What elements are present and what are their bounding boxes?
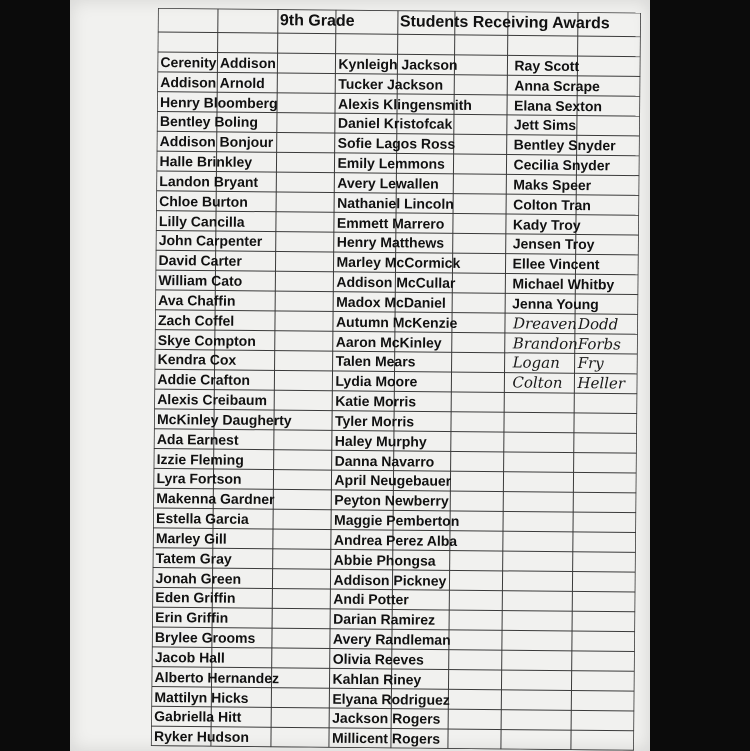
- student-name: Addison McCullar: [336, 273, 456, 291]
- student-name: Andi Potter: [333, 591, 409, 608]
- student-name: Zach Coffel: [157, 311, 235, 329]
- handwritten-last-name: Heller: [577, 374, 626, 393]
- student-name: Olivia Reeves: [332, 650, 424, 668]
- student-name: Jacob Hall: [154, 648, 225, 666]
- student-name: Ada Earnest: [156, 430, 239, 448]
- student-name: Jett Sims: [513, 116, 577, 134]
- student-name: Tyler Morris: [334, 412, 415, 430]
- student-name: Emmett Marrero: [336, 214, 445, 232]
- student-name: Millicent Rogers: [331, 729, 441, 747]
- student-name: Addie Crafton: [157, 371, 251, 389]
- student-name: Marley Gill: [155, 529, 227, 547]
- student-name: Landon Bryant: [159, 172, 259, 190]
- student-name: Elana Sexton: [514, 97, 603, 114]
- student-name: Skye Compton: [157, 331, 256, 349]
- student-name: Avery Randleman: [332, 630, 451, 648]
- student-name: Kady Troy: [512, 216, 581, 233]
- student-name: Cerenity Addison: [160, 54, 276, 72]
- handwritten-first-name: Colton: [512, 373, 563, 393]
- handwritten-first-name: Logan: [512, 353, 560, 373]
- student-name: Cecilia Snyder: [513, 156, 611, 174]
- student-name: Talen Mears: [335, 353, 416, 370]
- handwritten-last-name: Fry: [577, 354, 604, 373]
- student-name: Kynleigh Jackson: [338, 55, 458, 73]
- student-name: Kendra Cox: [157, 351, 237, 369]
- student-name: Peyton Newberry: [334, 491, 449, 510]
- student-name: Emily Lemmons: [337, 154, 445, 172]
- grid-line: [271, 9, 278, 747]
- student-name: Madox McDaniel: [336, 293, 446, 311]
- student-name: Lyra Fortson: [156, 470, 242, 488]
- student-name: Colton Tran: [513, 196, 591, 213]
- student-name: Andrea Perez Alba: [333, 531, 458, 549]
- student-name: Erin Griffin: [155, 609, 229, 626]
- student-name: Darian Ramirez: [333, 610, 436, 628]
- student-name: April Neugebauer: [334, 472, 452, 490]
- student-name: Elyana Rodriguez: [332, 690, 450, 708]
- student-name: Chloe Burton: [159, 192, 248, 210]
- student-name: Izzie Fleming: [156, 450, 244, 468]
- student-name: Bentley Boling: [159, 113, 258, 131]
- table-title: Students Receiving Awards: [399, 13, 610, 33]
- student-name: Sofie Lagos Ross: [337, 135, 456, 153]
- student-name: Abbie Phongsa: [333, 551, 436, 569]
- student-name: Makenna Gardner: [156, 490, 275, 508]
- student-name: Estella Garcia: [156, 510, 249, 527]
- grid-line: [634, 13, 641, 751]
- student-name: Jackson Rogers: [332, 710, 441, 728]
- student-name: Ava Chaffin: [158, 291, 236, 309]
- student-name: Nathaniel Lincoln: [337, 194, 454, 212]
- student-name: Maggie Pemberton: [334, 511, 460, 529]
- student-name: Marley McCormick: [336, 254, 461, 272]
- student-name: Kahlan Riney: [332, 670, 422, 688]
- student-name: Alexis Creibaum: [157, 391, 268, 409]
- student-name: Halle Brinkley: [159, 153, 253, 171]
- handwritten-first-name: Brandon: [512, 334, 578, 353]
- student-name: McKinley Daugherty: [156, 410, 292, 429]
- student-name: Brylee Grooms: [154, 629, 256, 646]
- paper-sheet: [70, 0, 650, 751]
- handwritten-first-name: Dreaven: [512, 314, 578, 333]
- student-name: Bentley Snyder: [513, 136, 616, 154]
- student-name: Addison Pickney: [333, 571, 447, 589]
- student-name: David Carter: [158, 252, 242, 270]
- student-name: Alexis Klingensmith: [338, 95, 472, 113]
- student-name: Avery Lewallen: [337, 174, 439, 192]
- handwritten-last-name: Dodd: [577, 314, 619, 334]
- student-name: Jonah Green: [155, 569, 242, 587]
- student-name: Mattilyn Hicks: [154, 688, 249, 706]
- awards-table: [151, 8, 641, 751]
- grid-line: [501, 11, 508, 749]
- student-name: Autumn McKenzie: [335, 313, 458, 331]
- student-name: Tucker Jackson: [338, 75, 444, 93]
- student-name: Katie Morris: [335, 392, 417, 410]
- student-name: Henry Bloomberg: [160, 93, 278, 111]
- student-name: Maks Speer: [513, 176, 592, 194]
- student-name: Lilly Cancilla: [158, 212, 245, 230]
- student-name: Ryker Hudson: [153, 728, 250, 746]
- grade-heading: 9th Grade: [279, 12, 355, 30]
- student-name: Jensen Troy: [512, 235, 595, 253]
- student-name: Aaron McKinley: [335, 333, 442, 351]
- handwritten-last-name: Forbs: [577, 334, 621, 354]
- student-name: Alberto Hernandez: [154, 668, 280, 686]
- student-name: Daniel Kristofcak: [337, 115, 453, 133]
- student-name: Ellee Vincent: [512, 255, 600, 273]
- student-name: Tatem Gray: [155, 549, 232, 567]
- student-name: Henry Matthews: [336, 234, 445, 252]
- student-name: Jenna Young: [512, 295, 599, 313]
- student-name: Michael Whitby: [512, 275, 615, 293]
- student-name: Eden Griffin: [155, 589, 236, 607]
- student-name: Anna Scrape: [514, 77, 600, 95]
- student-name: William Cato: [158, 272, 243, 289]
- student-name: Ray Scott: [514, 57, 580, 75]
- student-name: John Carpenter: [158, 232, 263, 250]
- student-name: Danna Navarro: [334, 452, 435, 470]
- student-name: Gabriella Hitt: [154, 708, 242, 726]
- student-name: Lydia Moore: [335, 372, 418, 390]
- student-name: Addison Arnold: [160, 73, 265, 91]
- student-name: Haley Murphy: [334, 432, 427, 450]
- student-name: Addison Bonjour: [159, 133, 274, 151]
